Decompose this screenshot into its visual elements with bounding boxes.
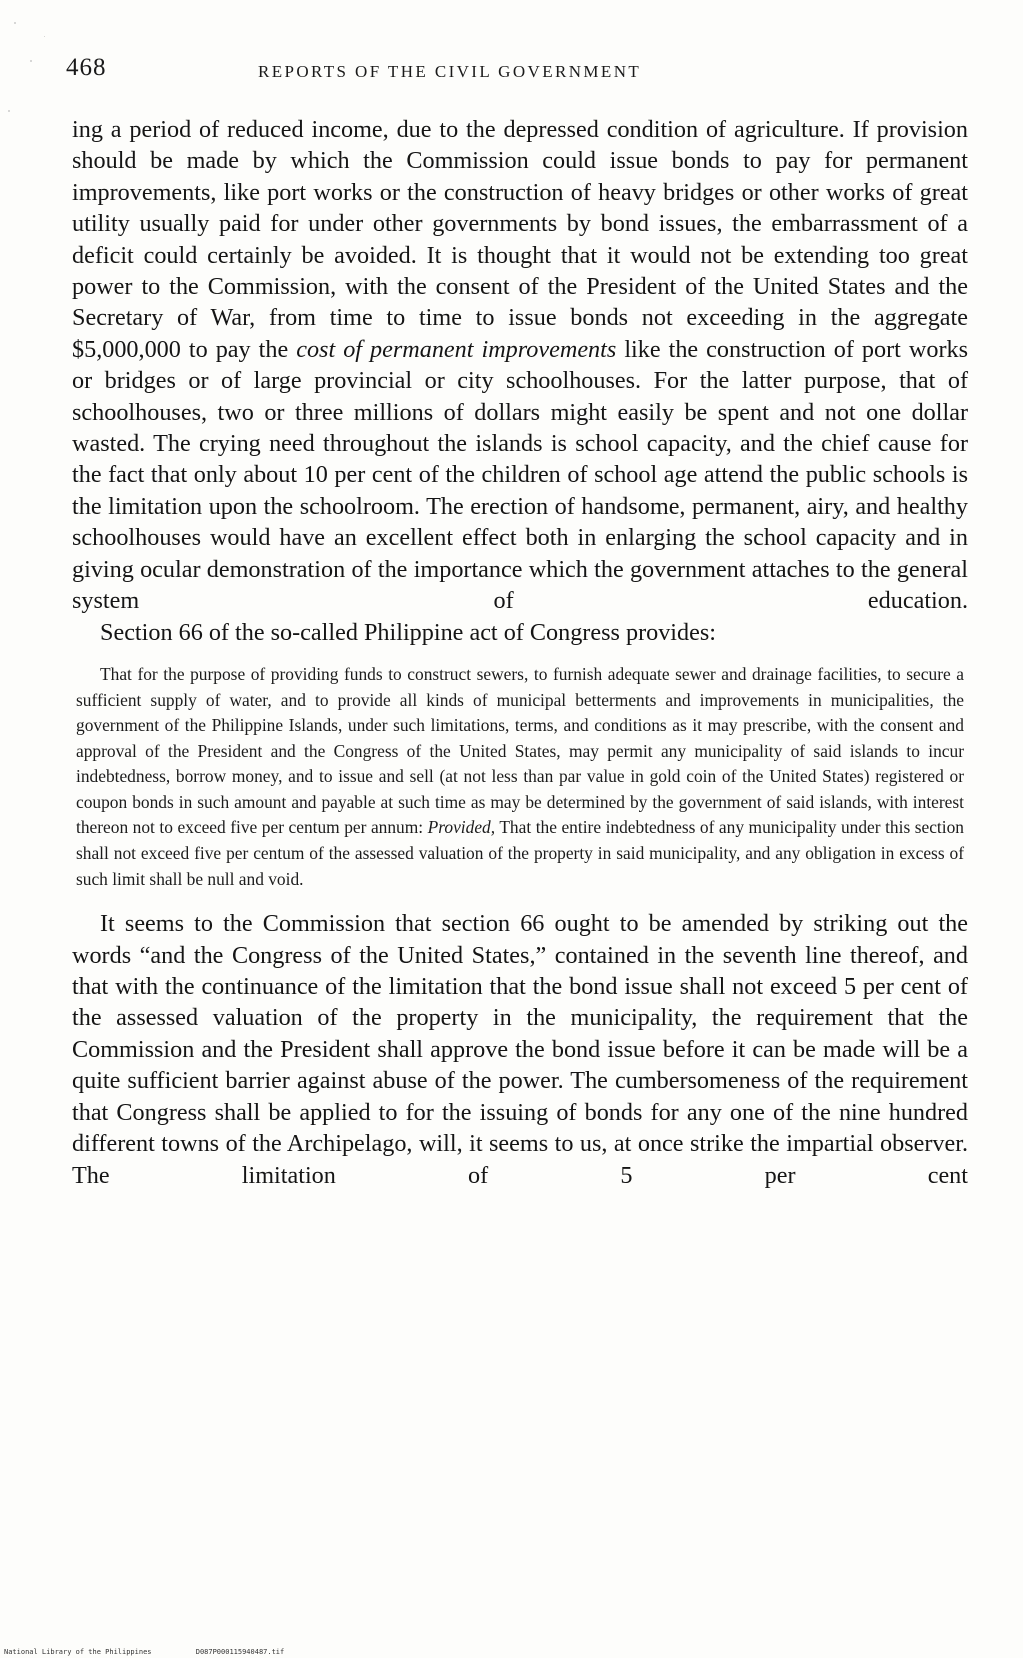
paragraph-text-continued: like the construction of port works or bridges or of large provincial or city schoolhouses. For the latter purpose, that of schoolhouses, two or three millions of dollars might easily be spent and not one dollar wasted. The crying need throughout the islands is school capacity, and the chief cause for the fact that only about 10 per cent of the children of school age attend the public schools is the limitation upon the schoolroom. The erection of handsome, permanent, airy, and healthy schoolhouses would have an excellent effect both in enlarging the school capacity and in giving ocular demonstration of the importance which the government attaches to the general system of education. xyxy=(72,335,969,615)
page-header xyxy=(66,54,966,84)
paragraph-amendment-recommendation: It seems to the Commission that section 66 ought to be amended by striking out the words “and the Congress of the United States,” contained in the seventh line thereof, and that with the continuance of the limitation that the bond issue shall not exceed 5 per cent of the assessed valuation of the property in the municipality, the requirement that the Commission and the President shall approve the bond issue before it can be made will be a quite sufficient barrier against abuse of the power. The cumbersomeness of the requirement that Congress shall be applied to for the issuing of bonds for any one of the nine hundred different towns of the Archipelago, will, it seems to us, at once strike the impartial observer. The limitation of 5 per cent xyxy=(72,910,968,1189)
scan-speckle xyxy=(14,22,16,24)
quote-text-continued: That the entire indebtedness of any municipality under this section shall not exceed five per centum of the assessed valuation of the property in said municipality, and any obligation in excess of such limit shall be null and void. xyxy=(76,817,964,889)
paragraph-section-66-intro: Section 66 of the so-called Philippine act of Congress provides: xyxy=(100,618,716,646)
scan-footer xyxy=(4,1648,324,1656)
paragraph-bonds-improvements xyxy=(72,114,968,617)
library-credit: National Library of the Philippines xyxy=(4,1648,152,1656)
block-quote-section-66 xyxy=(76,662,964,892)
file-identifier: D087P000115940487.tif xyxy=(195,1648,285,1656)
scan-speckle xyxy=(44,36,45,37)
scan-speckle xyxy=(8,110,10,112)
running-head: REPORTS OF THE CIVIL GOVERNMENT xyxy=(258,62,642,81)
quote-text: That for the purpose of providing funds to construct sewers, to furnish adequate sewer and drainage facilities, to secure a sufficient supply of water, and to provide all kinds of municipal betterments and improvements in municipalities, the government of the Philippine Islands, under such limitations, terms, and conditions as it may prescribe, with the consent and approval of the President and the Congress of the United States, may permit any municipality of said islands to incur indebtedness, borrow money, and to issue and sell (at not less than par value in gold coin of the United States) registered or coupon bonds in such amount and payable at such time as may be determined by the government of said islands, with interest thereon not to exceed five per centum per annum: xyxy=(76,663,964,838)
paragraph-text: ing a period of reduced income, due to the depressed condition of agriculture. If provision should be made by which the Commission could issue bonds to pay for permanent improvements, like port works or the construction of heavy bridges or other works of great utility usually paid for under other governments by bond issues, the embarrassment of a deficit could certainly be avoided. It is thought that it would not be extending too great power to the Commission, with the consent of the President of the United States and the Secretary of War, from time to time to issue bonds not exceeding in the aggregate $5,000,000 to pay the xyxy=(72,116,968,363)
italic-phrase: cost of permanent improvements xyxy=(296,335,617,363)
page-body xyxy=(72,114,968,1191)
quote-italic-provided: Provided, xyxy=(427,817,496,838)
scan-speckle xyxy=(30,60,32,62)
page-number: 468 xyxy=(66,54,107,81)
